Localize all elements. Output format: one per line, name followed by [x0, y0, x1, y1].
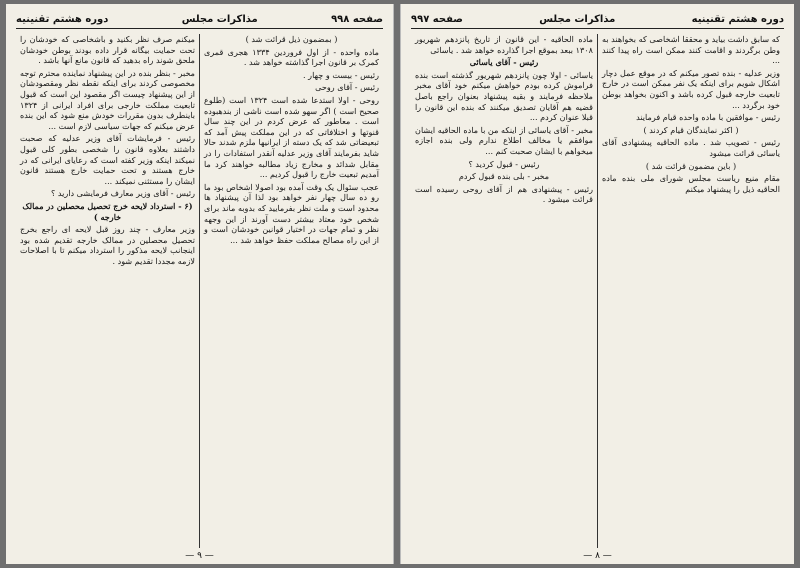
- paragraph: ماده واحده - از اول فروردین ۱۳۳۴ هجری قمری کمرک بر قانون اجرا گذاشته خواهد شد .: [204, 46, 379, 68]
- column-right: [598, 34, 784, 548]
- paragraph: وزیر معارف - چند روز قبل لایحه ای راجع بخرج تحصیل محصلین در ممالک خارجه تقدیم شده بود اینجانب لایحه مذکور را استرداد میکنم تا با اصلاحات لازمه مجددا تقدیم شود .: [20, 224, 195, 266]
- paragraph: وزیر عدلیه - بنده تصور میکنم که در موقع عمل دچار اشکال شویم برای اینکه یک نفر ممکن است در خارج تابعیت خارجه قبول کرده باشد و اکنون بخواهد بوطن خود برگردد ...: [602, 67, 780, 110]
- paragraph: ماده الحاقیه - این قانون از تاریخ پانزدهم شهریور ۱۳۰۸ ببعد بموقع اجرا گذارده خواهد شد . یاسائی: [415, 34, 593, 55]
- paragraph: رئیس - پیشنهادی هم از آقای روحی رسیده است قرائت میشود .: [415, 183, 593, 205]
- column-right: [200, 34, 383, 548]
- page-number: صفحه ۹۹۸: [331, 13, 383, 25]
- paragraph: مخبر - آقای یاسائی از اینکه من با ماده الحاقیه ایشان موافقم یا مخالف اطلاع ندارم ولی بنده اجازه میخواهم با ایشان صحبت کنم ...: [415, 124, 593, 156]
- column-left: [16, 34, 199, 548]
- stage-direction: ( اکثر نمایندگان قیام کردند ): [643, 124, 739, 135]
- session-label: دوره هشتم تقنینیه: [691, 13, 784, 25]
- page-footer-number: — ۸ —: [583, 551, 612, 561]
- paragraph: رئیس - موافقین با ماده واحده قیام فرمایند: [636, 112, 780, 123]
- paragraph: مخبر - بنظر بنده در این پیشنهاد نماینده محترم توجه مخصوصی کردند برای اینکه نقطه نظر ومقصودشان از این پیشنهاد چیست اگر مقصود این است که قبول تابعیت مملکت خارجی برای افراد ایرانی از ۱۳۲۴ باینطرف بدون مقررات خودش منع شود که این بنده عرض میکنم که جهات سیاسی لازم است ...: [20, 67, 195, 131]
- left-page-header: [16, 10, 383, 29]
- stage-direction: ( بمضمون ذیل قرائت شد ): [245, 34, 338, 44]
- section-heading: (۶ - استرداد لایحه خرج تحصیل محصلین در ممالک خارجه ): [22, 200, 193, 222]
- right-page-columns: [411, 34, 784, 548]
- session-label: دوره هشتم تقنینیه: [16, 13, 109, 25]
- left-page: [6, 4, 394, 564]
- column-left: [411, 34, 597, 548]
- speaker-heading: رئیس - آقای یاسائی: [469, 57, 539, 68]
- right-page-header: [411, 10, 784, 29]
- page-footer-number: — ۹ —: [185, 551, 214, 561]
- paragraph: میکنم صرف نظر بکنید و باشخاصی که خودشان را تحت حمایت بیگانه قرار داده بودند بوطن خودشان ملحق شوند راه بدهید که قانون مانع آنها باشد .: [20, 34, 195, 66]
- paragraph: رئیس - تصویب شد . ماده الحاقیه پیشنهادی آقای یاسائی قرائت میشود: [602, 137, 780, 158]
- paragraph: روحی - اولا استدعا شده است ۱۳۲۴ است (طلوع صحیح است ) اگر سهو شده است ناشی از بندهبوده است . معاطور که عرض کردم در این چند سال قنوتها و اختلافاتی که در این مملکت پیش آمد که تبعیضاتی شد که یک دسته از ایرانیها ملزم شدند حالا شاید بفرمایند آقای وزیر عدلیه آنقدر استفادات را در مقابل شدائد و مخارج زیاد مطالبه خواهند کرد ما آمدیم تبعیت خارج را قبول کردیم ...: [204, 94, 379, 180]
- paragraph: رئیس - آقای روحی: [315, 82, 379, 93]
- paragraph: رئیس - آقای وزیر معارف فرمایشی دارید ؟: [50, 188, 195, 199]
- paragraph: عجب سئوال یک وقت آمده بود اصولا اشخاص بود ما رو ده سال چهار نفر خواهد بود لذا آن پیشنهاد ها محدود است و ملت نظر بفرمایید که بدوبه ماند برای شخص خود معتاد بیشتر دست آورند از این وجهه نظر و تمام جهات در اختیار قوانین خودشان است و از این راه مصالح مملکت حفظ خواهد شد ...: [204, 181, 379, 245]
- paragraph: که سابق داشت بیاید و محققا اشخاصی که بخواهند به وطن برگردند و اقامت کنند ممکن است راه پیدا کنند ...: [602, 34, 780, 66]
- paragraph: مخبر - بلی بنده قبول کردم: [458, 171, 550, 182]
- paragraph: مقام منیع ریاست مجلس شورای ملی بنده ماده الحاقیه ذیل را پیشنهاد میکنم: [602, 173, 780, 194]
- paragraph: رئیس - فرمایشات آقای وزیر عدلیه که صحبت داشتند بعلاوه قانون را شخصی بطور کلی قبول نمیکند اینکه وزیر کفته است که رعایای ایرانی که در خارج هستند و تحت حمایت خارج هستند قانون ایشان را مستثنی نمیکند ...: [20, 133, 195, 186]
- paragraph: رئیس - بیست و چهار .: [303, 69, 379, 80]
- page-number: صفحه ۹۹۷: [411, 13, 463, 25]
- left-page-columns: [16, 34, 383, 548]
- journal-title: مذاکرات مجلس: [539, 13, 616, 25]
- right-page: [400, 4, 794, 564]
- paragraph: رئیس - قبول کردید ؟: [468, 158, 540, 169]
- journal-title: مذاکرات مجلس: [181, 13, 258, 25]
- paragraph: یاسائی - اولا چون پانزدهم شهریور گذشته است بنده فراموش کرده بودم خواهش میکنم خود آقای مخبر ملاحظه فرمایند و بقیه پیشنهاد بعنوان راجع باصل قضیه هم آقایان تصدیق میکنند که بنده این قانون را قبلا عنوان کردم ...: [415, 69, 593, 123]
- stage-direction: ( باین مضمون قرائت شد ): [645, 160, 737, 171]
